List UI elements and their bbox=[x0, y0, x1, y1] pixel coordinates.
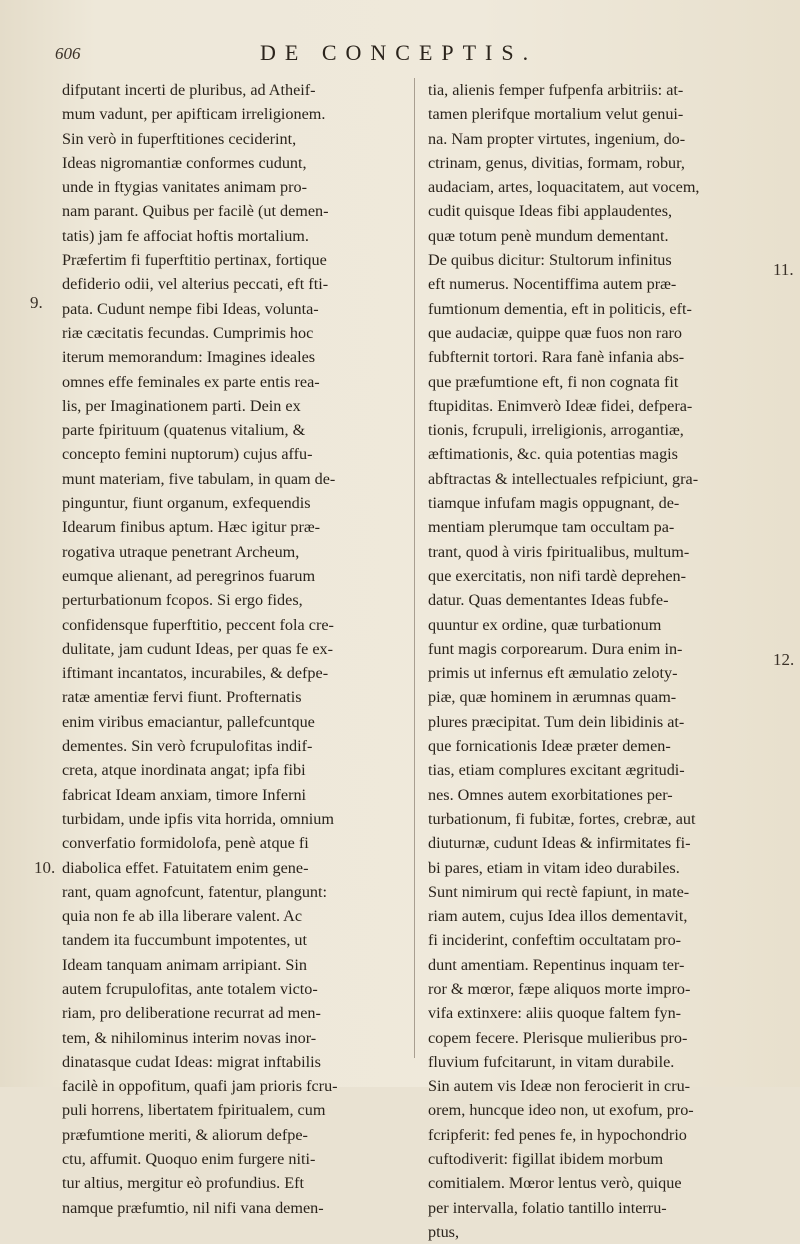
text-line: munt materiam, five tabulam, in quam de- bbox=[62, 469, 336, 488]
running-title: DE CONCEPTIS. bbox=[260, 40, 538, 65]
text-line: difputant incerti de pluribus, ad Atheif- bbox=[62, 81, 316, 99]
text-line: tamen plerifque mortalium velut genui- bbox=[428, 105, 684, 124]
text-line: plures præcipitat. Tum dein libidinis at- bbox=[428, 712, 685, 731]
text-line: De quibus dicitur: Stultorum infinitus bbox=[428, 251, 672, 270]
text-line: perturbationum fcopos. Si ergo fides, bbox=[62, 591, 303, 610]
text-line: rant, quam agnofcunt, fatentur, plangunt: bbox=[62, 882, 328, 901]
text-line: ftupiditas. Enimverò Ideæ fidei, defpera- bbox=[428, 396, 693, 415]
text-line: mum vadunt, per apifticam irreligionem. bbox=[62, 105, 326, 124]
text-line: confidensque fuperftitio, peccent fola cre- bbox=[62, 615, 334, 634]
column-divider bbox=[414, 78, 415, 1058]
text-line: puli horrens, libertatem fpiritualem, cum bbox=[62, 1101, 326, 1120]
text-line: que audaciæ, quippe quæ fuos non raro bbox=[428, 323, 682, 342]
text-line: orem, huncque ideo non, ut exofum, pro- bbox=[428, 1101, 694, 1120]
text-line: rogativa utraque penetrant Archeum, bbox=[62, 542, 300, 561]
margin-number-9: 9. bbox=[30, 293, 43, 312]
text-line: converfatio formidolofa, penè atque fi bbox=[62, 834, 309, 853]
text-line: dulitate, jam cudunt Ideas, per quas fe ex- bbox=[62, 639, 334, 658]
text-line: funt magis corporearum. Dura enim in- bbox=[428, 639, 683, 658]
text-line: riæ cæcitatis fecundas. Cumprimis hoc bbox=[62, 323, 314, 342]
text-line: enim viribus emaciantur, pallefcuntque bbox=[62, 712, 315, 731]
text-line: Sunt nimirum qui rectè fapiunt, in mate- bbox=[428, 882, 690, 901]
text-line: comitialem. Mœror lentus verò, quique bbox=[428, 1174, 682, 1193]
text-line: iftimant incantatos, incurabiles, & defpe- bbox=[62, 664, 329, 683]
text-line: ctrinam, genus, divitias, formam, robur, bbox=[428, 153, 685, 172]
text-line: fabricat Ideam anxiam, timore Inferni bbox=[62, 785, 307, 804]
text-line: Sin verò in fuperftitiones ceciderint, bbox=[62, 129, 297, 148]
text-line: tias, etiam complures excitant ægritudi- bbox=[428, 761, 685, 780]
text-line: pata. Cudunt nempe fibi Ideas, volunta- bbox=[62, 299, 319, 318]
text-line: na. Nam propter virtutes, ingenium, do- bbox=[428, 129, 686, 148]
text-line: fumtionum dementia, eft in politicis, eft- bbox=[428, 299, 692, 318]
text-line: tionis, fcrupuli, irreligionis, arrogantiæ, bbox=[428, 421, 684, 440]
right-text-column bbox=[428, 78, 770, 1244]
text-line: autem fcrupulofitas, ante totalem victo- bbox=[62, 979, 318, 998]
text-line: fluvium fufcitarunt, in vitam durabile. bbox=[428, 1052, 675, 1071]
text-line: namque præfumtio, nil nifi vana demen- bbox=[62, 1198, 324, 1217]
text-line: tur altius, mergitur eò profundius. Eft bbox=[62, 1174, 305, 1193]
text-line: fubfternit tortori. Rara fanè infania abs- bbox=[428, 348, 685, 367]
text-line: Præfertim fi fuperftitio pertinax, fortique bbox=[62, 251, 327, 270]
text-line: turbationum, fi fubitæ, fortes, crebræ, aut bbox=[428, 809, 696, 828]
text-line: dementes. Sin verò fcrupulofitas indif- bbox=[62, 737, 313, 756]
text-line: eumque alienant, ad peregrinos fuarum bbox=[62, 566, 316, 585]
text-line: tandem ita fuccumbunt impotentes, ut bbox=[62, 931, 308, 950]
text-line: cudit quisque Ideas fibi applaudentes, bbox=[428, 202, 673, 221]
text-line: mentiam plerumque tam occultam pa- bbox=[428, 518, 675, 537]
text-line: dinatasque cudat Ideas: migrat inftabilis bbox=[62, 1052, 321, 1071]
text-line: quuntur ex ordine, quæ turbationum bbox=[428, 615, 662, 634]
text-line: Idearum finibus aptum. Hæc igitur præ- bbox=[62, 518, 321, 537]
text-line: omnes effe feminales ex parte entis rea- bbox=[62, 372, 320, 391]
text-line: tiamque infufam magis oppugnant, de- bbox=[428, 494, 680, 513]
text-line: unde in ftygias vanitates animam pro- bbox=[62, 178, 307, 197]
text-line: copem fecere. Plerisque mulieribus pro- bbox=[428, 1028, 688, 1047]
text-line: ctu, affumit. Quoquo enim furgere niti- bbox=[62, 1150, 316, 1169]
text-line: nes. Omnes autem exorbitationes per- bbox=[428, 785, 673, 804]
margin-number-11: 11. bbox=[773, 260, 794, 279]
text-line: pinguntur, fiunt organum, exfequendis bbox=[62, 494, 311, 513]
text-line: nam parant. Quibus per facilè (ut demen- bbox=[62, 202, 329, 221]
text-line: lis, per Imaginationem parti. Dein ex bbox=[62, 396, 301, 415]
text-line: riam, pro deliberatione recurrat ad men- bbox=[62, 1004, 321, 1023]
text-line: defiderio odii, vel alterius peccati, eft fti- bbox=[62, 275, 329, 294]
text-line: trant, quod à viris fpiritualibus, multum- bbox=[428, 542, 690, 561]
text-line: bi pares, etiam in vitam ideo durabiles. bbox=[428, 858, 680, 877]
text-line: tem, & nihilominus interim novas inor- bbox=[62, 1028, 317, 1047]
text-line: ptus, bbox=[428, 1222, 460, 1241]
text-line: tatis) jam fe affociat hoftis mortalium. bbox=[62, 226, 309, 245]
text-line: primis ut infernus eft æmulatio zeloty- bbox=[428, 664, 678, 683]
text-line: audaciam, artes, loquacitatem, aut vocem, bbox=[428, 178, 700, 197]
left-text-column bbox=[62, 78, 408, 1220]
text-line: abftractas & intellectuales refpiciunt, gra- bbox=[428, 469, 699, 488]
text-line: eft numerus. Nocentiffima autem præ- bbox=[428, 275, 677, 294]
text-line: quia non fe ab illa liberare valent. Ac bbox=[62, 907, 303, 926]
text-line: que exercitatis, non nifi tardè deprehen- bbox=[428, 566, 686, 585]
text-line: piæ, quæ hominem in ærumnas quam- bbox=[428, 688, 677, 707]
text-line: fi inciderint, confeftim occultatam pro- bbox=[428, 931, 682, 950]
text-line: diabolica effet. Fatuitatem enim gene- bbox=[62, 858, 309, 877]
text-line: quæ totum penè mundum dementant. bbox=[428, 226, 669, 245]
text-line: tia, alienis femper fufpenfa arbitriis: at- bbox=[428, 81, 684, 99]
text-line: ratæ amentiæ fervi fiunt. Profternatis bbox=[62, 688, 302, 707]
text-line: vifa extinxere: aliis quoque faltem fyn- bbox=[428, 1004, 682, 1023]
text-line: diuturnæ, cudunt Ideas & infirmitates fi- bbox=[428, 834, 691, 853]
text-line: riam autem, cujus Idea illos dementavit, bbox=[428, 907, 688, 926]
text-line: que præfumtione eft, fi non cognata fit bbox=[428, 372, 679, 391]
text-line: præfumtione meriti, & aliorum defpe- bbox=[62, 1125, 308, 1144]
page-header bbox=[0, 40, 800, 70]
margin-number-12: 12. bbox=[773, 650, 795, 669]
text-line: fcripferit: fed penes fe, in hypochondrio bbox=[428, 1125, 687, 1144]
text-line: parte fpirituum (quatenus vitalium, & bbox=[62, 421, 306, 440]
text-line: Ideam tanquam animam arripiant. Sin bbox=[62, 955, 307, 974]
text-line: turbidam, unde ipfis vita horrida, omnium bbox=[62, 809, 334, 828]
text-line: datur. Quas dementantes Ideas fubfe- bbox=[428, 591, 669, 610]
text-line: concepto femini nuptorum) cujus affu- bbox=[62, 445, 313, 464]
text-line: æftimationis, &c. quia potentias magis bbox=[428, 445, 678, 464]
text-line: ror & mœror, fæpe aliquos morte impro- bbox=[428, 979, 691, 998]
text-line: facilè in oppofitum, quafi jam prioris fcru- bbox=[62, 1077, 338, 1096]
text-line: iterum memorandum: Imagines ideales bbox=[62, 348, 316, 367]
text-line: cuftodiverit: figillat ibidem morbum bbox=[428, 1150, 664, 1169]
text-line: Sin autem vis Ideæ non ferocierit in cru- bbox=[428, 1077, 691, 1096]
margin-number-10: 10. bbox=[34, 858, 56, 877]
text-line: que fornicationis Ideæ præter demen- bbox=[428, 737, 671, 756]
text-line: dunt amentiam. Repentinus inquam ter- bbox=[428, 955, 685, 974]
page-number: 606 bbox=[55, 44, 81, 63]
text-line: Ideas nigromantiæ conformes cudunt, bbox=[62, 153, 307, 172]
text-line: per intervalla, folatio tantillo interru- bbox=[428, 1198, 667, 1217]
text-line: creta, atque inordinata angat; ipfa fibi bbox=[62, 761, 306, 780]
